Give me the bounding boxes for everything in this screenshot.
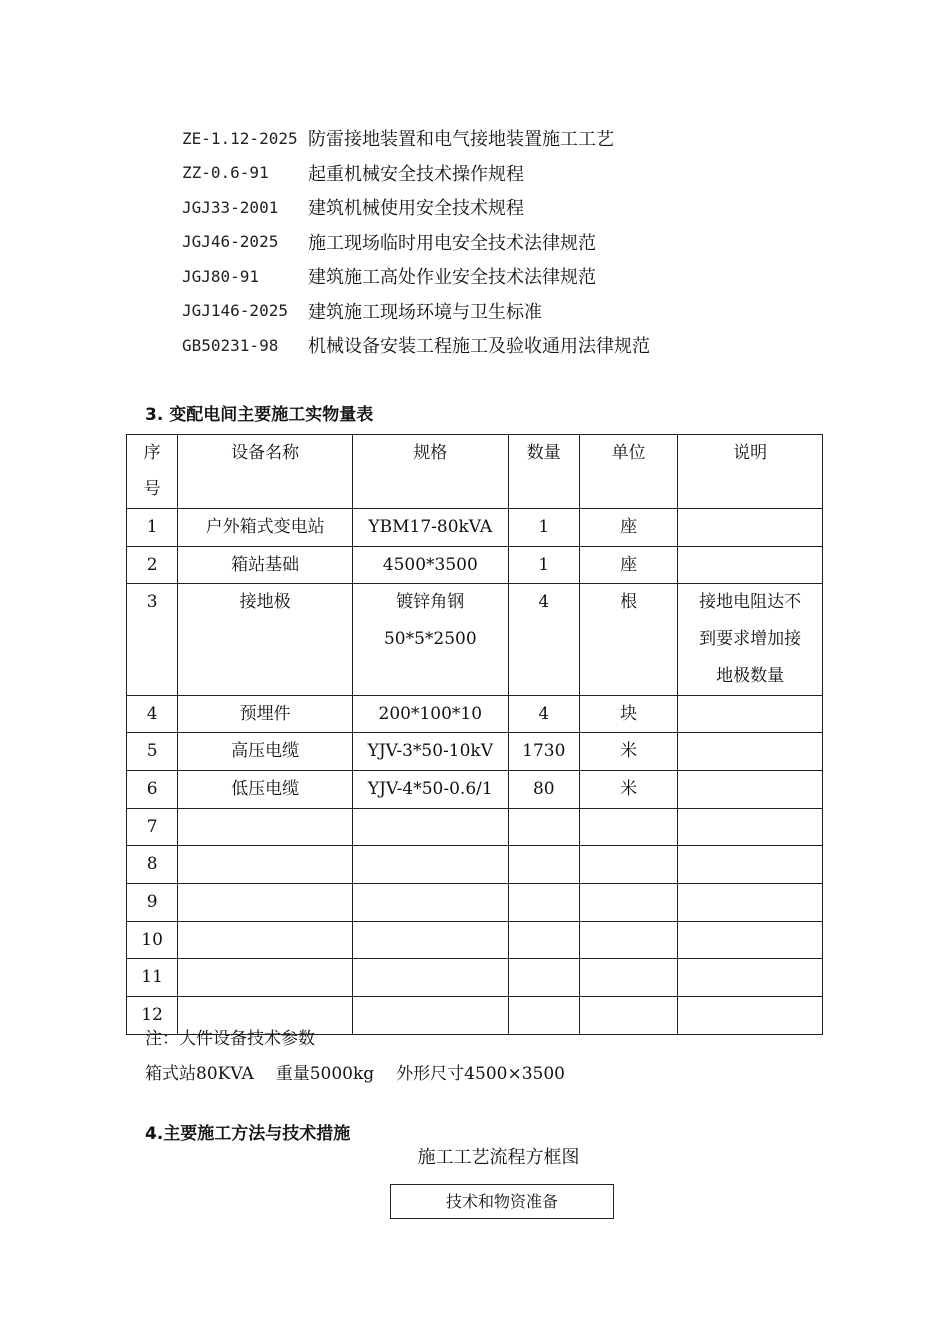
cell-seq: 9 [127,884,178,922]
cell-name [178,921,353,959]
cell-unit: 块 [579,695,677,733]
standard-item [182,259,650,294]
cell-note [678,733,823,771]
header-seq-line1: 序 [143,443,161,463]
cell-qty: 1 [508,546,579,584]
cell-name: 户外箱式变电站 [178,509,353,547]
table-header-row [127,435,823,509]
cell-seq: 3 [127,584,178,695]
section4-heading: 4.主要施工方法与技术措施 [145,1124,351,1144]
note-weight: 重量5000kg [275,1064,375,1084]
cell-note [678,846,823,884]
cell-name [178,808,353,846]
cell-spec: 4500*3500 [352,546,508,584]
cell-spec [352,959,508,997]
cell-unit [579,997,677,1035]
cell-spec: YJV-4*50-0.6/1 [352,770,508,808]
standard-item [182,225,650,260]
table-row [127,695,823,733]
equipment-note-title: 注：大件设备技术参数 [145,1029,315,1049]
cell-qty [508,997,579,1035]
section3-heading: 3. 变配电间主要施工实物量表 [145,405,374,425]
standard-code: JGJ33-2001 [182,197,279,217]
cell-qty [508,921,579,959]
cell-seq: 10 [127,921,178,959]
cell-unit: 座 [579,546,677,584]
table-row [127,584,823,695]
table-row [127,846,823,884]
cell-seq: 1 [127,509,178,547]
quantity-table [126,434,823,1035]
cell-unit [579,921,677,959]
table-row [127,921,823,959]
standard-name: 建筑施工高处作业安全技术法律规范 [308,267,596,289]
cell-spec: YBM17-80kVA [352,509,508,547]
standard-item [182,156,650,191]
standard-code: JGJ80-91 [182,266,260,286]
cell-note [678,997,823,1035]
note-dimensions: 外形尺寸4500×3500 [396,1064,565,1084]
table-row [127,808,823,846]
cell-note [678,584,823,695]
cell-note [678,509,823,547]
cell-seq: 11 [127,959,178,997]
cell-note [678,921,823,959]
standard-code: JGJ46-2025 [182,232,279,252]
cell-qty: 4 [508,584,579,695]
standard-name: 建筑施工现场环境与卫生标准 [308,301,542,323]
cell-name: 预埋件 [178,695,353,733]
cell-seq: 7 [127,808,178,846]
table-row [127,509,823,547]
table-row [127,884,823,922]
cell-note-line3: 地极数量 [716,665,785,686]
cell-qty: 80 [508,770,579,808]
table-row [127,959,823,997]
cell-qty: 1 [508,509,579,547]
cell-spec: YJV-3*50-10kV [352,733,508,771]
cell-spec: 200*100*10 [352,695,508,733]
cell-qty [508,808,579,846]
cell-seq: 12 [127,997,178,1035]
cell-note-line1: 接地电阻达不 [699,592,802,613]
cell-unit: 座 [579,509,677,547]
table-row [127,733,823,771]
standards-list [182,121,650,363]
note-model: 箱式站80KVA [145,1064,254,1084]
standard-name: 建筑机械使用安全技术规程 [308,198,524,220]
table-row [127,770,823,808]
cell-note [678,884,823,922]
cell-spec [352,846,508,884]
cell-seq: 6 [127,770,178,808]
cell-unit [579,959,677,997]
standard-name: 施工现场临时用电安全技术法律规范 [308,232,596,254]
cell-note [678,770,823,808]
cell-note-line2: 到要求增加接 [699,629,802,650]
standard-name: 防雷接地装置和电气接地装置施工工艺 [308,129,614,151]
header-note: 说明 [678,435,823,509]
cell-seq: 4 [127,695,178,733]
header-unit: 单位 [579,435,677,509]
standard-name: 起重机械安全技术操作规程 [308,163,524,185]
cell-note [678,808,823,846]
cell-note [678,546,823,584]
cell-unit: 根 [579,584,677,695]
equipment-note-params [145,1059,565,1084]
standard-item [182,294,650,329]
standard-name: 机械设备安装工程施工及验收通用法律规范 [308,336,650,358]
cell-name [178,846,353,884]
cell-name: 接地极 [178,584,353,695]
cell-unit [579,884,677,922]
cell-unit: 米 [579,733,677,771]
cell-unit: 米 [579,770,677,808]
cell-spec [352,884,508,922]
cell-seq: 5 [127,733,178,771]
cell-spec-line1: 镀锌角钢 [396,592,465,613]
standard-code: GB50231-98 [182,335,279,355]
header-seq-line2: 号 [143,479,161,499]
standard-item [182,328,650,363]
cell-spec [352,808,508,846]
flowchart-title: 施工工艺流程方框图 [417,1147,580,1168]
standard-code: ZE-1.12-2025 [182,128,298,148]
cell-spec-line2: 50*5*2500 [383,629,477,650]
cell-qty [508,884,579,922]
cell-note [678,959,823,997]
cell-name: 箱站基础 [178,546,353,584]
table-row [127,546,823,584]
cell-note [678,695,823,733]
cell-qty: 1730 [508,733,579,771]
header-seq [127,435,178,509]
header-qty: 数量 [508,435,579,509]
standard-code: JGJ146-2025 [182,301,288,321]
cell-unit [579,808,677,846]
standard-code: ZZ-0.6-91 [182,163,269,183]
cell-name [178,959,353,997]
cell-qty [508,846,579,884]
standard-item [182,121,650,156]
cell-name: 低压电缆 [178,770,353,808]
cell-spec [352,921,508,959]
cell-qty [508,959,579,997]
cell-unit [579,846,677,884]
cell-qty: 4 [508,695,579,733]
cell-spec [352,997,508,1035]
header-spec: 规格 [352,435,508,509]
cell-spec [352,584,508,695]
cell-seq: 8 [127,846,178,884]
header-name: 设备名称 [178,435,353,509]
standard-item [182,190,650,225]
cell-seq: 2 [127,546,178,584]
cell-name: 高压电缆 [178,733,353,771]
flowchart-box-preparation: 技术和物资准备 [390,1184,614,1219]
cell-name [178,884,353,922]
